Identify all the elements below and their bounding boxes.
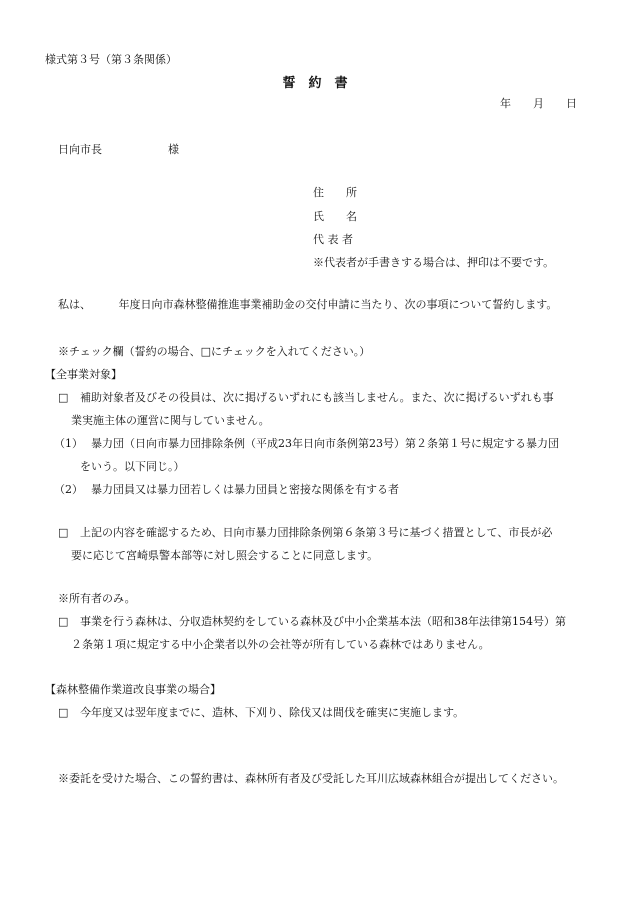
- address-row: [313, 186, 373, 200]
- section-owner-heading: ※所有者のみ。: [58, 592, 136, 605]
- sub-item-1-line1: 暴力団（日向市暴力団排除条例（平成23年日向市条例第23号）第２条第１号に規定する暴力団: [91, 437, 559, 450]
- sub-item-2-number: （2）: [54, 483, 83, 496]
- road-text: 今年度又は翌年度までに、造林、下刈り、除伐又は間伐を確実に実施します。: [80, 706, 465, 719]
- sub-item-1-line2: をいう。以下同じ。）: [80, 460, 185, 473]
- intro-statement: 私は、 年度日向市森林整備推進事業補助金の交付申請に当たり、次の事項について誓約します。: [58, 298, 558, 311]
- seal-note: ※代表者が手書きする場合は、押印は不要です。: [313, 256, 555, 269]
- form-number: 様式第３号（第３条関係）: [45, 53, 177, 66]
- representative-label: 代 表 者: [313, 233, 353, 246]
- check-instruction: ※チェック欄（誓約の場合、□にチェックを入れてください。）: [58, 345, 371, 358]
- addressee: 日向市長 様: [58, 143, 179, 156]
- date-line: 年 月 日: [500, 97, 577, 110]
- antisocial-text-line2: 業実施主体の運営に関与していません。: [71, 414, 270, 427]
- footer-note: ※委託を受けた場合、この誓約書は、森林所有者及び受託した耳川広域森林組合が提出してください。: [58, 772, 564, 785]
- representative-row: [313, 233, 373, 247]
- document-title: 誓 約 書: [282, 76, 348, 91]
- sub-item-2-text: 暴力団員又は暴力団若しくは暴力団員と密接な関係を有する者: [91, 483, 399, 496]
- checkbox-owner[interactable]: □: [58, 615, 69, 628]
- checkbox-road[interactable]: □: [58, 706, 69, 719]
- sub-item-1-number: （1）: [54, 437, 83, 450]
- police-inquiry-line2: 要に応じて宮崎県警本部等に対し照会することに同意します。: [71, 549, 379, 562]
- name-label: 氏 名: [313, 210, 357, 223]
- antisocial-text-line1: 補助対象者及びその役員は、次に掲げるいずれにも該当しません。また、次に掲げるいずれも事: [80, 391, 554, 404]
- section-road-heading: 【森林整備作業道改良事業の場合】: [45, 683, 221, 696]
- checkbox-police-inquiry[interactable]: □: [58, 526, 69, 539]
- checkbox-antisocial[interactable]: □: [58, 391, 69, 404]
- police-inquiry-line1: 上記の内容を確認するため、日向市暴力団排除条例第６条第３号に基づく措置として、市長が必: [80, 526, 553, 539]
- address-label: 住 所: [313, 186, 357, 199]
- section-all-heading: 【全事業対象】: [45, 368, 122, 381]
- owner-text-line1: 事業を行う森林は、分収造林契約をしている森林及び中小企業基本法（昭和38年法律第154号）第: [80, 615, 566, 628]
- owner-text-line2: ２条第１項に規定する中小企業者以外の会社等が所有している森林ではありません。: [71, 638, 490, 651]
- name-row: [313, 210, 373, 224]
